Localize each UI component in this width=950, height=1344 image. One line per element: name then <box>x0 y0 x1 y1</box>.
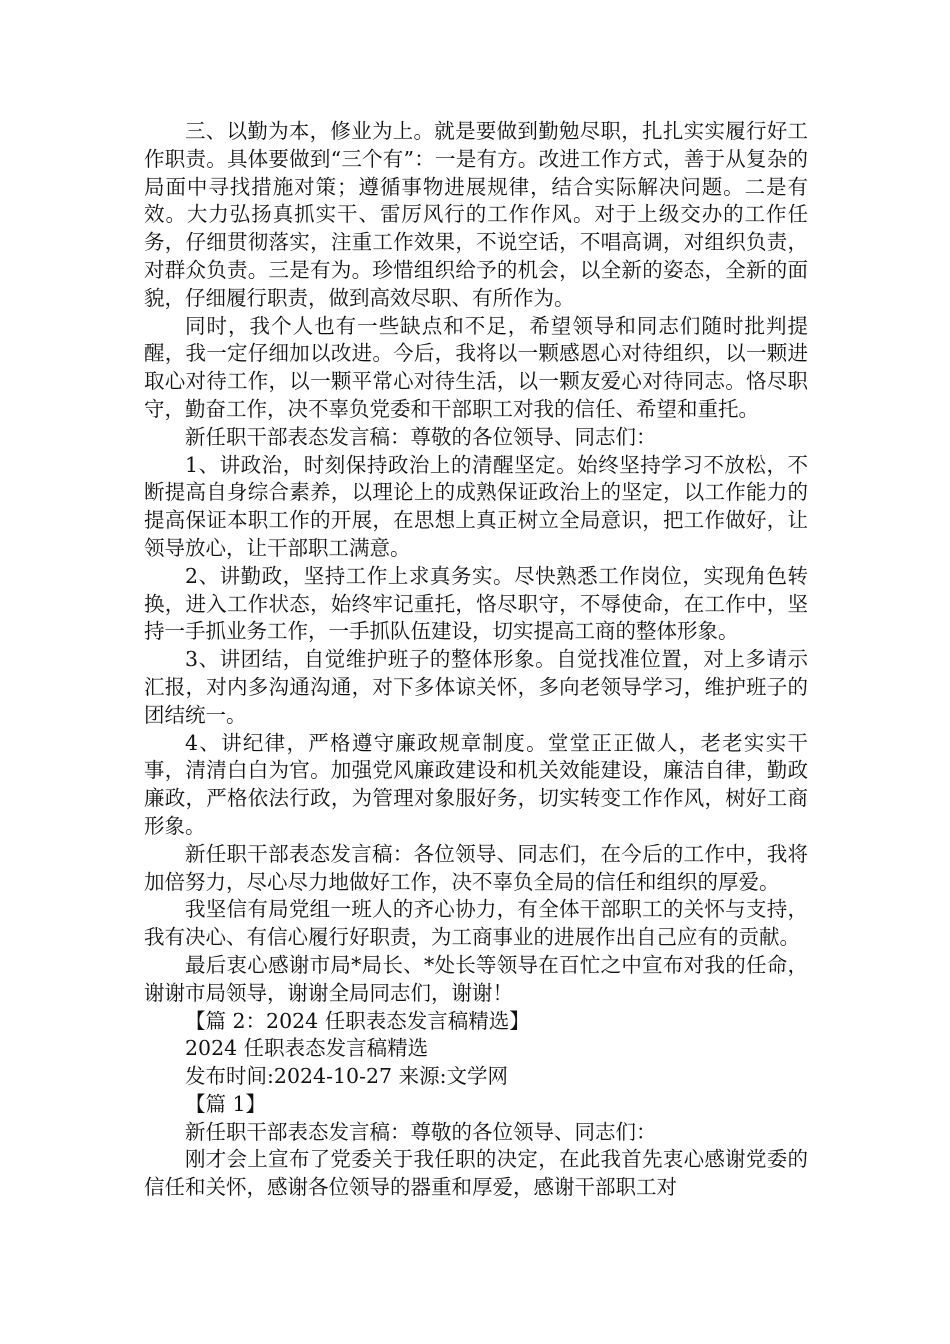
article-title: 2024 任职表态发言稿精选 <box>185 1036 429 1061</box>
paragraph-salutation-1: 新任职干部表态发言稿：尊敬的各位领导、同志们： <box>185 424 657 449</box>
paragraph-point-4: 4、讲纪律，严格遵守廉政规章制度。堂堂正正做人，老老实实干事，清清白白为官。加强党风廉政建设和机关效能建设，廉洁自律，勤政廉政，严格依法行政，为管理对象服好务，切实转变工作作风，树好工商形象。 <box>144 730 808 838</box>
document-page <box>144 118 808 1202</box>
paragraph-opening: 刚才会上宣布了党委关于我任职的决定，在此我首先衷心感谢党委的信任和关怀，感谢各位领导的器重和厚爱，感谢干部职工对 <box>144 1147 808 1200</box>
paragraph-diligence: 三、以勤为本，修业为上。就是要做到勤勉尽职，扎扎实实履行好工作职责。具体要做到“三个有”：一是有方。改进工作方式，善于从复杂的局面中寻找措施对策；遵循事物进展规律，结合实际解决问题。二是有效。大力弘扬真抓实干、雷厉风行的工作作风。对于上级交办的工作任务，仔细贯彻落实，注重工作效果，不说空话，不唱高调，对组织负责，对群众负责。三是有为。珍惜组织给予的机会，以全新的姿态，全新的面貌，仔细履行职责，做到高效尽职、有所作为。 <box>144 119 808 310</box>
publish-info: 发布时间:2024-10-27 来源:文学网 <box>185 1064 509 1089</box>
paragraph-point-1: 1、讲政治，时刻保持政治上的清醒坚定。始终坚持学习不放松，不断提高自身综合素养，以理论上的成熟保证政治上的坚定，以工作能力的提高保证本职工作的开展，在思想上真正树立全局意识，把工作做好，让领导放心，让干部职工满意。 <box>144 452 808 560</box>
paragraph-salutation-3: 新任职干部表态发言稿：尊敬的各位领导、同志们： <box>185 1119 657 1144</box>
part-label: 【篇 1】 <box>185 1091 267 1116</box>
paragraph-point-2: 2、讲勤政，坚持工作上求真务实。尽快熟悉工作岗位，实现角色转换，进入工作状态，始终牢记重托，恪尽职守，不辱使命，在工作中，坚持一手抓业务工作，一手抓队伍建设，切实提高工商的整体形象。 <box>144 563 808 644</box>
paragraph-confidence: 我坚信有局党组一班人的齐心协力，有全体干部职工的关怀与支持，我有决心、有信心履行好职责，为工商事业的进展作出自己应有的贡献。 <box>144 897 808 950</box>
paragraph-thanks: 最后衷心感谢市局*局长、*处长等领导在百忙之中宣布对我的任命，谢谢市局领导，谢谢全局同志们，谢谢！ <box>144 952 808 1005</box>
paragraph-point-3: 3、讲团结，自觉维护班子的整体形象。自觉找准位置，对上多请示汇报，对内多沟通沟通，对下多体谅关怀，多向老领导学习，维护班子的团结统一。 <box>144 647 808 727</box>
section-heading: 【篇 2：2024 任职表态发言稿精选】 <box>185 1008 530 1033</box>
paragraph-salutation-2: 新任职干部表态发言稿：各位领导、同志们，在今后的工作中，我将加倍努力，尽心尽力地做好工作，决不辜负全局的信任和组织的厚爱。 <box>144 841 808 894</box>
paragraph-shortcomings: 同时，我个人也有一些缺点和不足，希望领导和同志们随时批判提醒，我一定仔细加以改进。今后，我将以一颗感恩心对待组织，以一颗进取心对待工作，以一颗平常心对待生活，以一颗友爱心对待同志。恪尽职守，勤奋工作，决不辜负党委和干部职工对我的信任、希望和重托。 <box>144 313 808 421</box>
